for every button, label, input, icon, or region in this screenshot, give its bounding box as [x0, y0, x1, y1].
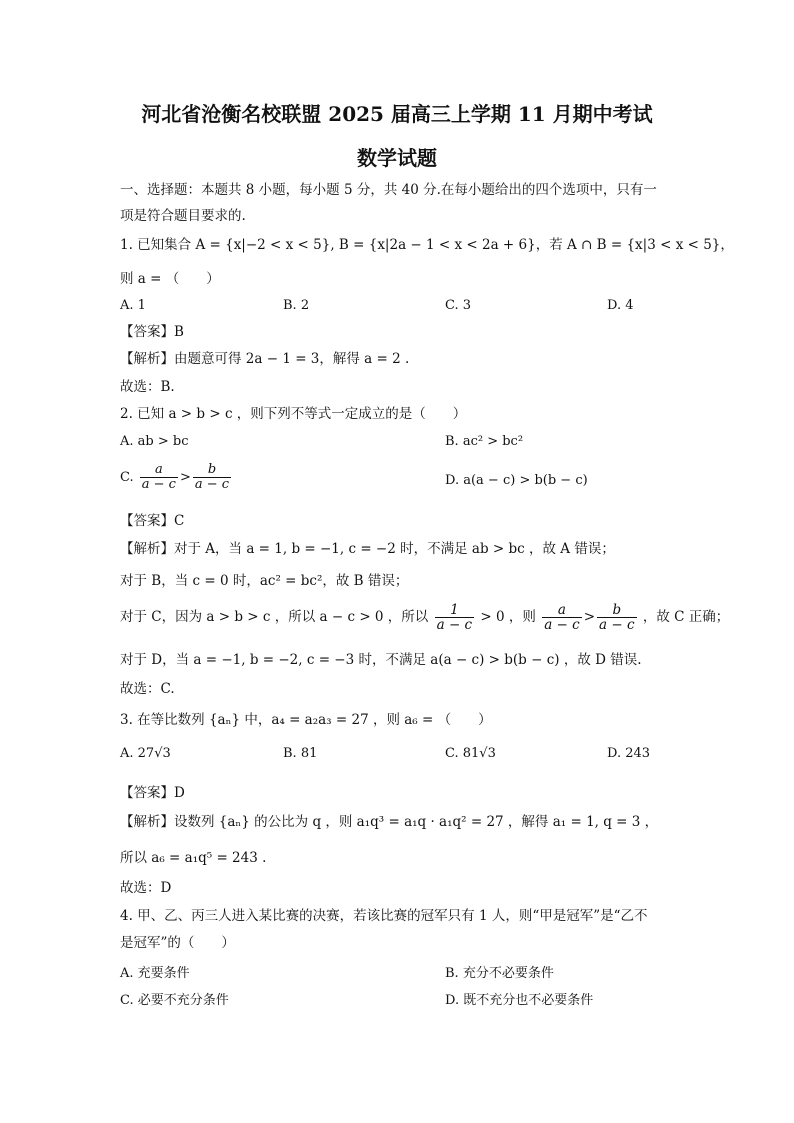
- q4-option-b: B. 充分不必要条件: [445, 966, 554, 981]
- q4-stem-continued: 是冠军”的（ ）: [120, 935, 235, 951]
- q4-option-c: C. 必要不充分条件: [120, 993, 229, 1008]
- q1-stem: 1. 已知集合 A = {x|−2 < x < 5}, B = {x|2a − 1 < x < 2a + 6}，若 A ∩ B = {x|3 < x < 5}，: [120, 237, 734, 253]
- q1-answer: 【答案】B: [120, 324, 184, 340]
- fraction-one-over-a-minus-c: $\frac{1}{a - c}$: [436, 602, 473, 633]
- q2-option-c: [120, 463, 233, 492]
- q4-option-a: A. 充要条件: [120, 966, 190, 981]
- q3-analysis-b: 所以 a₆ = a₁q⁵ = 243 .: [120, 850, 267, 866]
- q2-option-d: D. a(a − c) > b(b − c): [445, 473, 588, 488]
- q3-conclusion: 故选：D: [120, 880, 172, 896]
- q2-analysis-a: 【解析】对于 A，当 a = 1, b = −1, c = −2 时，不满足 ab > bc ，故 A 错误；: [120, 541, 615, 557]
- q3-option-c: C. 81√3: [445, 746, 496, 761]
- q3-analysis-a: 【解析】设数列 {aₙ} 的公比为 q ，则 a₁q³ = a₁q · a₁q² = 27 ，解得 a₁ = 1, q = 3 ，: [120, 814, 659, 830]
- q3-option-a: A. 27√3: [120, 746, 171, 761]
- q3-option-d: D. 243: [607, 746, 651, 761]
- q1-conclusion: 故选：B.: [120, 379, 175, 395]
- q2-analysis-c: [120, 603, 729, 632]
- q2-option-a: A. ab > bc: [120, 434, 189, 449]
- document-title: 河北省沧衡名校联盟 2025 届高三上学期 11 月期中考试: [141, 102, 653, 126]
- q2-analysis-d: 对于 D，当 a = −1, b = −2, c = −3 时，不满足 a(a − c) > b(b − c) ，故 D 错误.: [120, 652, 642, 668]
- q3-option-b: B. 81: [283, 746, 318, 761]
- q1-option-a: A. 1: [120, 298, 146, 313]
- greater-than-sign-2: >: [583, 609, 596, 625]
- q1-option-c: C. 3: [445, 298, 472, 313]
- section-instructions-line-2: 项是符合题目要求的.: [120, 208, 246, 224]
- fraction-a-over-a-minus-c-2: $\frac{a}{a - c}$: [544, 602, 580, 633]
- section-instructions-line-1: 一、选择题：本题共 8 小题，每小题 5 分，共 40 分.在每小题给出的四个选项中，只有一: [120, 182, 657, 198]
- q3-answer: 【答案】D: [120, 785, 185, 801]
- q1-option-d: D. 4: [607, 298, 634, 313]
- q2-analysis-c-prefix: 对于 C，因为 a > b > c ，所以 a − c > 0 ，所以: [120, 609, 429, 625]
- q2-option-c-label: C.: [120, 470, 134, 485]
- q2-conclusion: 故选：C.: [120, 681, 175, 697]
- q4-option-d: D. 既不充分也不必要条件: [445, 993, 594, 1008]
- greater-than-sign: >: [179, 470, 191, 485]
- document-subtitle: 数学试题: [357, 146, 437, 170]
- fraction-b-over-a-minus-c-2: $\frac{b}{a - c}$: [599, 602, 635, 633]
- q2-analysis-b: 对于 B，当 c = 0 时，ac² = bc²，故 B 错误；: [120, 573, 409, 589]
- q4-stem: 4. 甲、乙、丙三人进入某比赛的决赛，若该比赛的冠军只有 1 人，则“甲是冠军”是“乙不: [120, 908, 648, 924]
- q2-stem: 2. 已知 a > b > c ，则下列不等式一定成立的是（ ）: [120, 406, 467, 422]
- q1-analysis: 【解析】由题意可得 2a − 1 = 3，解得 a = 2 .: [120, 351, 410, 367]
- q2-answer: 【答案】C: [120, 513, 185, 529]
- q1-option-b: B. 2: [283, 298, 310, 313]
- q3-stem: 3. 在等比数列 {aₙ} 中，a₄ = a₂a₃ = 27 ，则 a₆ = （ ）: [120, 712, 492, 728]
- fraction-a-over-a-minus-c: $\frac{a}{a - c}$: [141, 462, 176, 492]
- q2-analysis-c-middle: > 0 ，则: [480, 609, 536, 625]
- fraction-b-over-a-minus-c: $\frac{b}{a - c}$: [194, 462, 230, 492]
- q2-analysis-c-suffix: ，故 C 正确；: [642, 609, 730, 625]
- q1-stem-continued: 则 a = （ ）: [120, 271, 220, 287]
- q2-option-b: B. ac² > bc²: [445, 434, 524, 449]
